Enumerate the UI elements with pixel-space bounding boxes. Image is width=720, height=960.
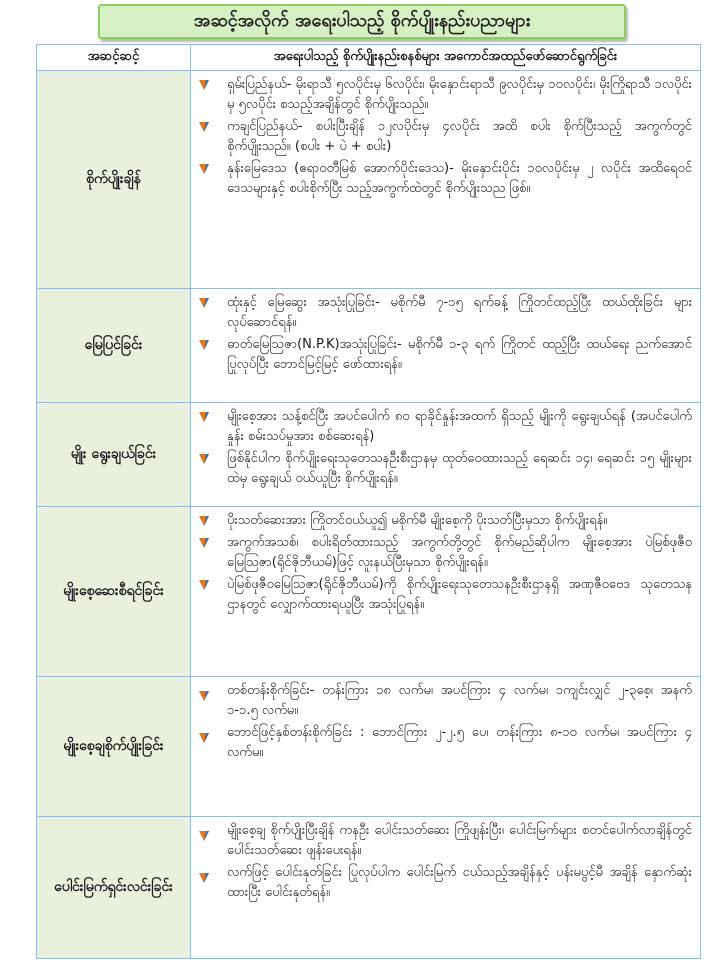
practices-cell [191, 817, 701, 959]
stage-cell: ပေါင်းမြက်ရှင်းလင်းခြင်း [37, 817, 191, 959]
arrow-bullet-icon [197, 514, 211, 528]
item-text: ရှမ်းပြည်နယ်- မိုးရာသီ ၅လပိုင်းမှ ၆လပိုင်း၊ မိုးနှောင်းရာသီ ၉လပိုင်းမှ ၁၀လပိုင်း၊ မိုးကြိုရာသီ ၁လပိုင်းမှ ၅လပိုင်း စသည့်အချိန်တွင် စိုက်ပျိုးသည်။ [227, 77, 692, 112]
title-banner [98, 4, 626, 39]
item-text: မျိုးစေ့အား သန့်စင်ပြီး အပင်ပေါက် ၈၀ ရာခိုင်နှုန်းအထက် ရှိသည့် မျိုးကို ရွေးချယ်ရန် (အပင်ပေါက်နှုန်း စမ်းသပ်မှုအား စစ်ဆေးရန်) [227, 409, 692, 444]
item-text: ကချင်ပြည်နယ်- စပါးပြီးချိန် ၁၂လပိုင်းမှ ၄လပိုင်း အထိ စပါး စိုက်ပြီးသည့် အကွက်တွင် စိုက်ပျိုးသည်။ (စပါး + ပဲ + စပါး) [227, 119, 692, 154]
table-row [37, 817, 701, 959]
practices-cell [191, 677, 701, 817]
arrow-bullet-icon [197, 338, 211, 352]
stage-cell: မျိုး ရွေးချယ်ခြင်း [37, 403, 191, 507]
item-text: မျိုးစေ့ချ စိုက်ပျိုးပြီးချိန် ကနဦး ပေါင်းသတ်ဆေး ကြိုဖျန်းပြီး၊ ပေါင်းမြက်များ စတင်ပေါက်လာချိန်တွင် ပေါင်းသတ်ဆေး ဖျန်းပေးရန်။ [227, 823, 692, 858]
page-title: အဆင့်အလိုက် အရေးပါသည့် စိုက်ပျိုးနည်းပညာများ [98, 4, 626, 39]
practices-cell [191, 507, 701, 677]
practices-cell [191, 71, 701, 289]
stage-cell: မြေပြင်ခြင်း [37, 289, 191, 403]
table-row [37, 71, 701, 289]
arrow-bullet-icon [197, 162, 211, 176]
list-item [195, 821, 692, 861]
arrow-bullet-icon [197, 871, 211, 885]
table-row [37, 507, 701, 677]
item-text: ဓာတ်မြေဩဇာ(N.P.K)အသုံးပြုခြင်း- မစိုက်မီ ၁-၃ ရက် ကြိုတင် ထည့်ပြီး ထယ်ရေး ညက်အောင်ပြုလုပ်ပြီး ဘောင်မြင့်မြင့် ဖော်ထားရန်။ [227, 337, 692, 372]
item-text: တစ်တန်းစိုက်ခြင်း- တန်းကြား ၁၈ လက်မ၊ အပင်ကြား ၄ လက်မ၊ ၁ကျင်းလျှင် ၂-၃စေ့၊ အနက် ၁-၁.၅ လက်မ။ [227, 683, 692, 718]
item-text: လက်ဖြင့် ပေါင်းနုတ်ခြင်း ပြုလုပ်ပါက ပေါင်းမြက် ငယ်သည့်အချိန်နှင့် ပန်းမပွင့်မီ အချိန် နှောက်ဆုံးထားပြီး ပေါင်းနုတ်ရန်။ [227, 865, 692, 900]
table-header-row [37, 45, 701, 71]
item-text: ပိုးသတ်ဆေးအား ကြိုတင်ဝယ်ယူ၍ မစိုက်မီ မျိုးစေ့ကို ပိုးသတ်ပြီးမှသာ စိုက်ပျိုးရန်။ [227, 513, 608, 528]
stage-cell: မျိုးစေ့ဆေးစီရင်ခြင်း [37, 507, 191, 677]
list-item [195, 75, 692, 115]
item-text: ပဲမြစ်ဖုဇီဝမြေဩဇာ(ရိုင်ဇိုဘီယမ်)ကို စိုက်ပျိုးရေးသုတေသနဦးစီးဌာနရှိ အဏုဇီဝဗေဒ သုတေသနဌာနတွင် လျှောက်ထားရယူပြီး အသုံးပြုရန်။ [227, 577, 692, 612]
list-item [195, 533, 692, 573]
list-item [195, 407, 692, 447]
item-text: အကွက်အသစ်၊ စပါးရိတ်ထားသည့် အကွက်တို့တွင် စိုက်မည်ဆိုပါက မျိုးစေ့အား ပဲမြစ်ဖုဇီဝမြေဩဇာ(ရိုင်ဇိုဘီယမ်)ဖြင့် လူးနယ်ပြီးမှသာ စိုက်ပျိုးရန်။ [227, 535, 692, 570]
stage-cell: မျိုးစေ့ချစိုက်ပျိုးခြင်း [37, 677, 191, 817]
list-item [195, 863, 692, 903]
list-item [195, 723, 692, 763]
item-text: နုန်းမြေဒေသ (ဧရာဝတီမြစ် အောက်ပိုင်းဒေသ)- မိုးနှောင်းပိုင်း ၁၀လပိုင်းမှ ၂ လပိုင်း အထိရေဝင်ဒေသများနှင့် စပါးစိုက်ပြီး သည့်အကွက်ထဲတွင် စိုက်ပျိုးသည ဖြစ်။ [227, 161, 692, 196]
table-row [37, 677, 701, 817]
item-text: ထုံးနှင့် မြေဆွေး အသုံးပြုခြင်း- မစိုက်မီ ၇-၁၅ ရက်ခန့် ကြိုတင်ထည့်ပြီး ထယ်ထိုးခြင်း များ လုပ်ဆောင်ရန်။ [227, 295, 692, 330]
item-text: ဖြစ်နိုင်ပါက စိုက်ပျိုးရေးသုတေသနဦးစီးဌာနမှ ထုတ်ဝေထားသည့် ရေဆင်း ၁၄၊ ရေဆင်း ၁၅ မျိုးများထဲမှ ရွေးချယ် ဝယ်ယူပြီး စိုက်ပျိုးရန်။ [227, 451, 692, 486]
arrow-bullet-icon [197, 410, 211, 424]
arrow-bullet-icon [197, 296, 211, 310]
arrow-bullet-icon [197, 120, 211, 134]
arrow-bullet-icon [197, 829, 211, 843]
arrow-bullet-icon [197, 452, 211, 466]
list-item [195, 575, 692, 615]
practices-cell [191, 403, 701, 507]
arrow-bullet-icon [197, 689, 211, 703]
arrow-bullet-icon [197, 536, 211, 550]
list-item [195, 293, 692, 333]
table-row [37, 289, 701, 403]
arrow-bullet-icon [197, 78, 211, 92]
practices-cell [191, 289, 701, 403]
list-item [195, 681, 692, 721]
item-text: ဘောင်ဖြင့်နှစ်တန်းစိုက်ခြင်း : ဘောင်ကြား ၂-၂.၅ ပေ၊ တန်းကြား ၈-၁၀ လက်မ၊ အပင်ကြား ၄ လက်မ။ [227, 725, 692, 760]
list-item [195, 159, 692, 199]
list-item [195, 335, 692, 375]
arrow-bullet-icon [197, 578, 211, 592]
header-stage: အဆင့်ဆင့် [37, 45, 191, 71]
practices-table [36, 44, 701, 959]
stage-cell: စိုက်ပျိုးချိန် [37, 71, 191, 289]
header-practices: အရေးပါသည့် စိုက်ပျိုးနည်းစနစ်များ အကောင်အထည်ဖော်ဆောင်ရွက်ခြင်း [191, 45, 701, 71]
list-item [195, 449, 692, 489]
list-item [195, 511, 692, 531]
list-item [195, 117, 692, 157]
table-row [37, 403, 701, 507]
arrow-bullet-icon [197, 731, 211, 745]
